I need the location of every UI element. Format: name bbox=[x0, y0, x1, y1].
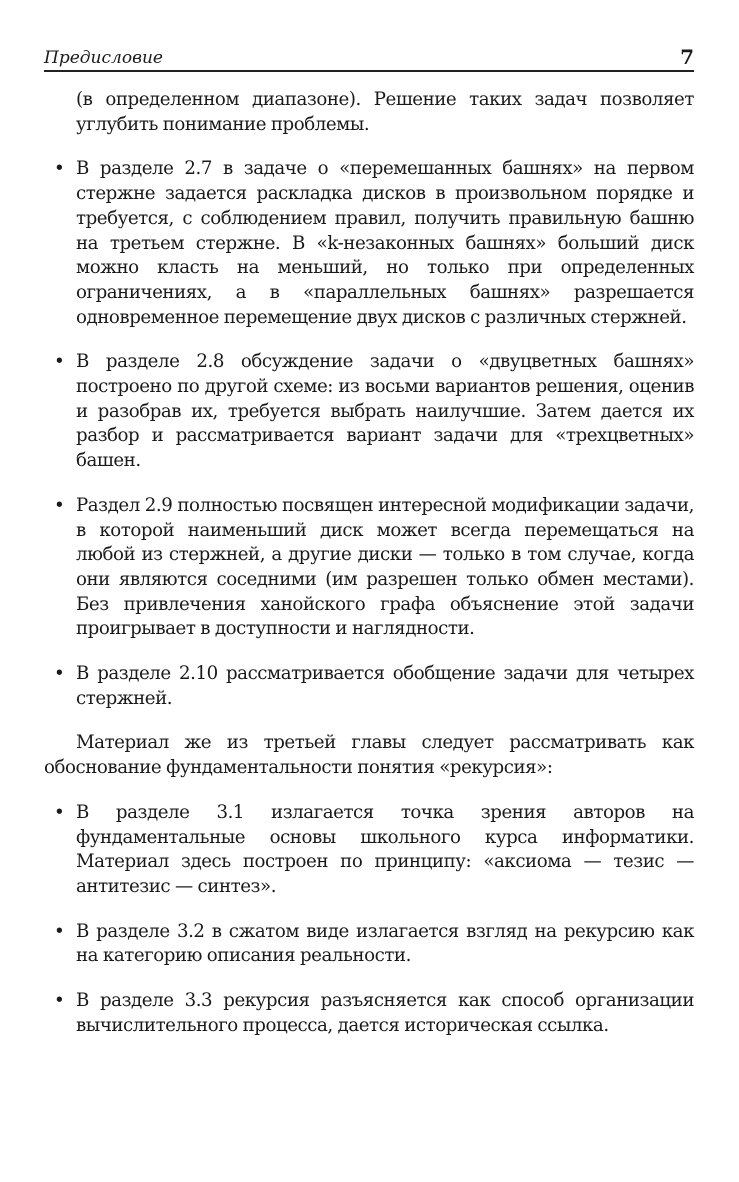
bullet-text: В разделе 3.3 рекурсия разъясняется как способ организации вычислительного процесса, дается историческая ссылка. bbox=[76, 990, 694, 1036]
lead-paragraph: (в определенном диапазоне). Решение таких задач позволяет углубить понимание проблемы. bbox=[76, 89, 694, 135]
bullet-item-2-10 bbox=[44, 662, 694, 711]
page-body bbox=[44, 88, 694, 1039]
bullet-item-2-7 bbox=[44, 157, 694, 330]
chapter3-intro-paragraph: Материал же из третьей главы следует рассматривать как обоснование фундаментальности понятия «рекурсия»: bbox=[44, 732, 694, 779]
bullet-item-2-8 bbox=[44, 350, 694, 474]
running-head bbox=[44, 40, 694, 72]
bullet-icon: • bbox=[54, 494, 65, 516]
bullet-icon: • bbox=[54, 990, 65, 1012]
bullet-icon: • bbox=[54, 663, 65, 685]
bullet-icon: • bbox=[54, 158, 65, 180]
bullet-text: В разделе 2.10 рассматривается обобщение задачи для четырех стержней. bbox=[76, 663, 694, 709]
bullet-item-3-3 bbox=[44, 989, 694, 1038]
bullet-item-3-2 bbox=[44, 920, 694, 969]
running-title: Предисловие bbox=[44, 48, 163, 68]
book-page bbox=[44, 40, 694, 1039]
bullet-item-2-9 bbox=[44, 494, 694, 642]
bullet-item-3-1 bbox=[44, 801, 694, 900]
bullet-icon: • bbox=[54, 920, 65, 942]
bullet-icon: • bbox=[54, 801, 65, 823]
bullet-text: В разделе 2.8 обсуждение задачи о «двуцветных башнях» построено по другой схеме: из восьми вариантов решения, оценив и разобрав их, требуется выбрать наилучшие. Затем дается их разбор и рассматривается вариант задачи для «трехцветных» башен. bbox=[76, 351, 694, 472]
bullet-text: В разделе 2.7 в задаче о «перемешанных башнях» на первом стержне задается раскладка дисков в произвольном порядке и требуется, с соблюдением правил, получить правильную башню на третьем стержне. В «k-незаконных башнях» больший диск можно класть на меньший, но только при определенных ограничениях, а в «параллельных башнях» разрешается одновременное перемещение двух дисков с различных стержней. bbox=[76, 158, 694, 328]
bullet-icon: • bbox=[54, 351, 65, 373]
bullet-text: Раздел 2.9 полностью посвящен интересной модификации задачи, в которой наименьший диск может всегда перемещаться на любой из стержней, а другие диски — только в том случае, когда они являются соседними (им разрешен только обмен местами). Без привлечения ханойского графа объяснение этой задачи проигрывает в доступности и наглядности. bbox=[76, 494, 694, 640]
bullet-text: В разделе 3.1 излагается точка зрения авторов на фундаментальные основы школьного курса информатики. Материал здесь построен по принципу: «аксиома — тезис — антитезис — синтез». bbox=[76, 801, 694, 897]
bullet-text: В разделе 3.2 в сжатом виде излагается взгляд на рекурсию как на категорию описания реальности. bbox=[76, 920, 694, 967]
page-number: 7 bbox=[680, 45, 694, 69]
